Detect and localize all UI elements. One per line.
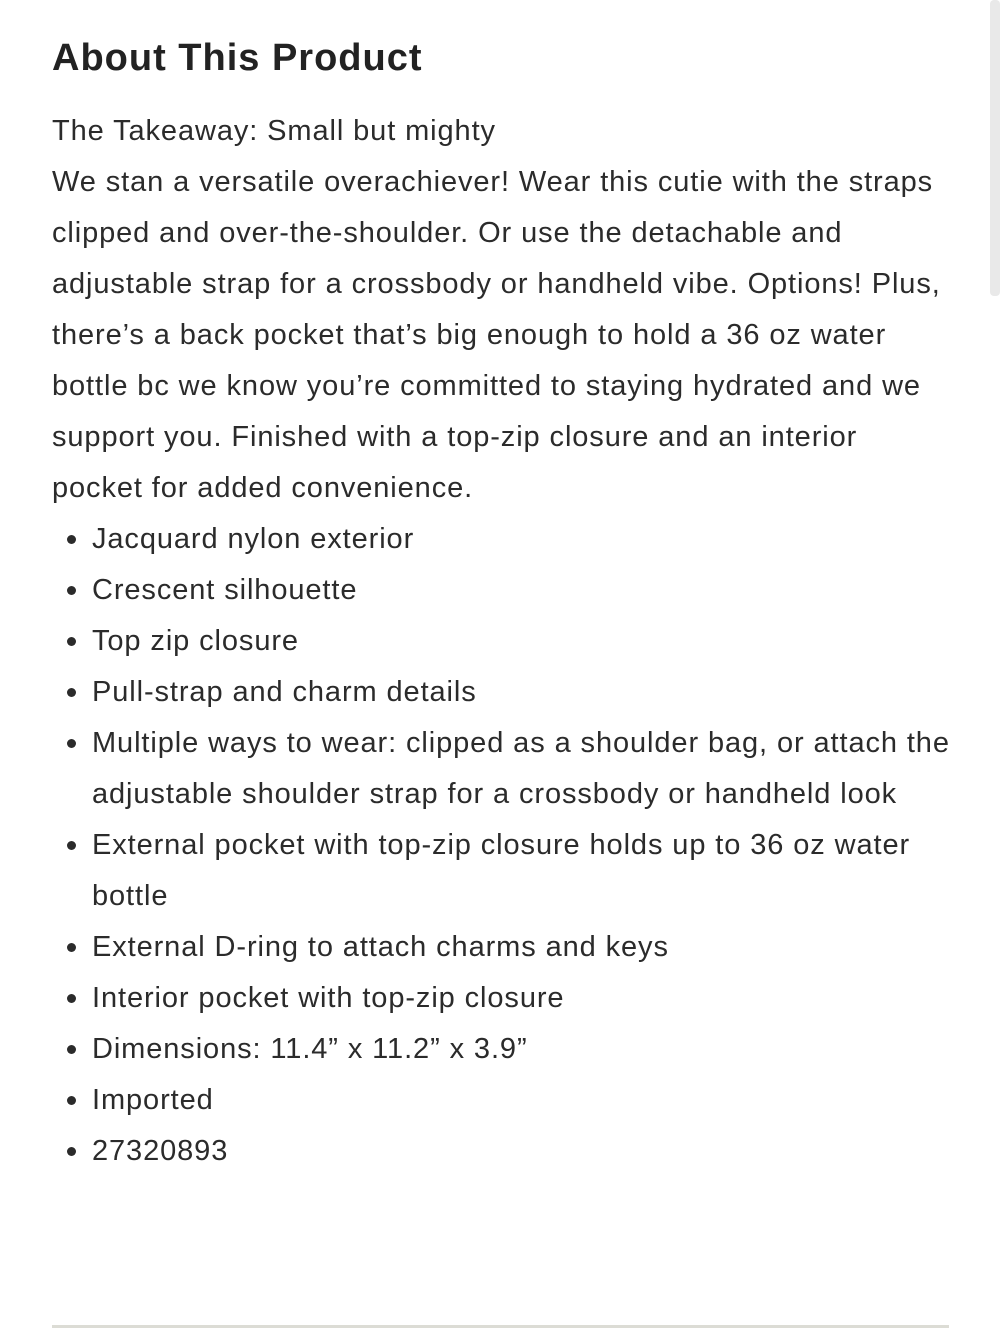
section-divider [52,1325,949,1328]
bullet-icon [67,739,76,748]
feature-item [52,1024,952,1075]
feature-text: External D-ring to attach charms and keys [92,931,669,963]
product-description [52,106,952,1177]
feature-text: External pocket with top-zip closure holds up to 36 oz water bottle [92,829,911,912]
bullet-icon [67,1096,76,1105]
feature-list [52,514,952,1177]
feature-text: Multiple ways to wear: clipped as a shoulder bag, or attach the adjustable shoulder strap for a crossbody or handheld look [92,727,950,810]
takeaway-line: The Takeaway: Small but mighty [52,115,496,147]
bullet-icon [67,637,76,646]
feature-item [52,1126,952,1177]
scrollbar[interactable] [990,0,1000,1333]
feature-item [52,1075,952,1126]
description-text: We stan a versatile overachiever! Wear this cutie with the straps clipped and over-the-shoulder. Or use the detachable and adjustable strap for a crossbody or handheld vibe. Options! Plus, there’s a back pocket that’s big enough to hold a 36 oz water bottle bc we know you’re committed to staying hydrated and we support you. Finished with a top-zip closure and an interior pocket for added convenience. [52,166,941,504]
feature-item [52,718,952,820]
feature-text: Top zip closure [92,625,299,657]
feature-item [52,565,952,616]
bullet-icon [67,943,76,952]
feature-text: Pull-strap and charm details [92,676,477,708]
bullet-icon [67,841,76,850]
feature-item [52,922,952,973]
scrollbar-thumb[interactable] [990,0,1000,296]
bullet-icon [67,586,76,595]
feature-item [52,667,952,718]
feature-item [52,514,952,565]
bullet-icon [67,535,76,544]
bullet-icon [67,1147,76,1156]
product-details-section [52,30,952,1167]
feature-text: Interior pocket with top-zip closure [92,982,565,1014]
feature-text: Crescent silhouette [92,574,358,606]
bullet-icon [67,688,76,697]
feature-item [52,973,952,1024]
bullet-icon [67,994,76,1003]
bullet-icon [67,1045,76,1054]
feature-text: Imported [92,1084,214,1116]
feature-item [52,820,952,922]
feature-text: Dimensions: 11.4” x 11.2” x 3.9” [92,1033,528,1065]
feature-text: Jacquard nylon exterior [92,523,415,555]
section-title: About This Product [52,37,423,79]
feature-item [52,616,952,667]
feature-text: 27320893 [92,1135,229,1167]
